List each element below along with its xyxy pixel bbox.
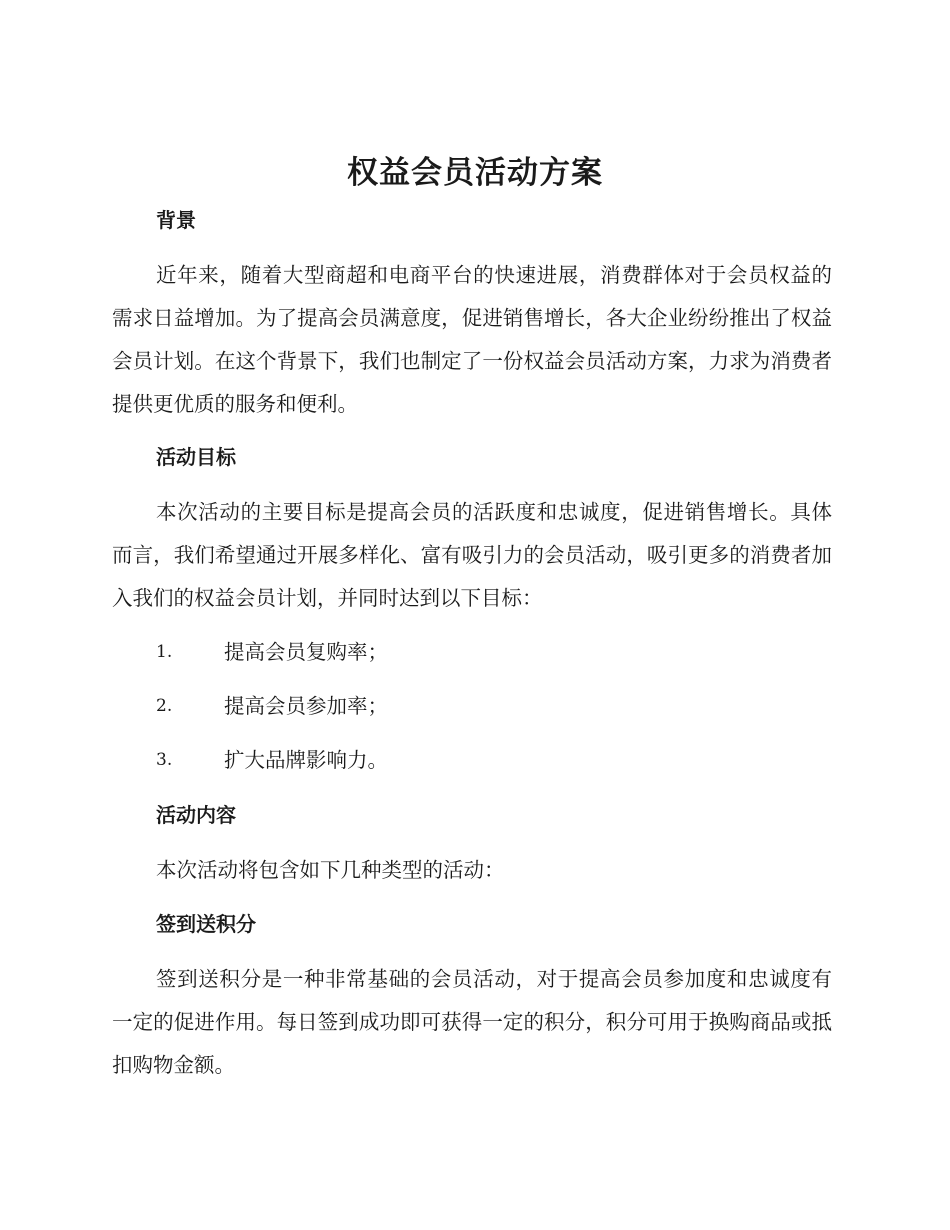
list-number: 2. [156,696,173,716]
paragraph-content: 本次活动将包含如下几种类型的活动： [156,858,505,882]
list-number: 3. [156,750,173,770]
paragraph-goals: 本次活动的主要目标是提高会员的活跃度和忠诚度，促进销售增长。具体而言，我们希望通过开展多样化、富有吸引力的会员活动，吸引更多的消费者加入我们的权益会员计划，并同时达到以下目标： [112,500,832,610]
paragraph-background: 近年来，随着大型商超和电商平台的快速进展，消费群体对于会员权益的需求日益增加。为了提高会员满意度，促进销售增长，各大企业纷纷推出了权益会员计划。在这个背景下，我们也制定了一份权益会员活动方案，力求为消费者提供更优质的服务和便利。 [112,263,832,416]
list-text: 提高会员复购率； [224,640,388,664]
document-title: 权益会员活动方案 [347,155,603,191]
section-heading-content: 活动内容 [156,803,236,827]
section-heading-goals: 活动目标 [156,445,236,469]
list-text: 提高会员参加率； [224,694,388,718]
list-item [156,638,388,666]
section-heading-checkin: 签到送积分 [156,912,256,936]
section-heading-background: 背景 [156,208,196,232]
list-number: 1. [156,642,173,662]
list-item [156,746,388,774]
paragraph-checkin: 签到送积分是一种非常基础的会员活动，对于提高会员参加度和忠诚度有一定的促进作用。每日签到成功即可获得一定的积分，积分可用于换购商品或抵扣购物金额。 [112,967,832,1077]
list-text: 扩大品牌影响力。 [224,748,388,772]
list-item [156,692,388,720]
